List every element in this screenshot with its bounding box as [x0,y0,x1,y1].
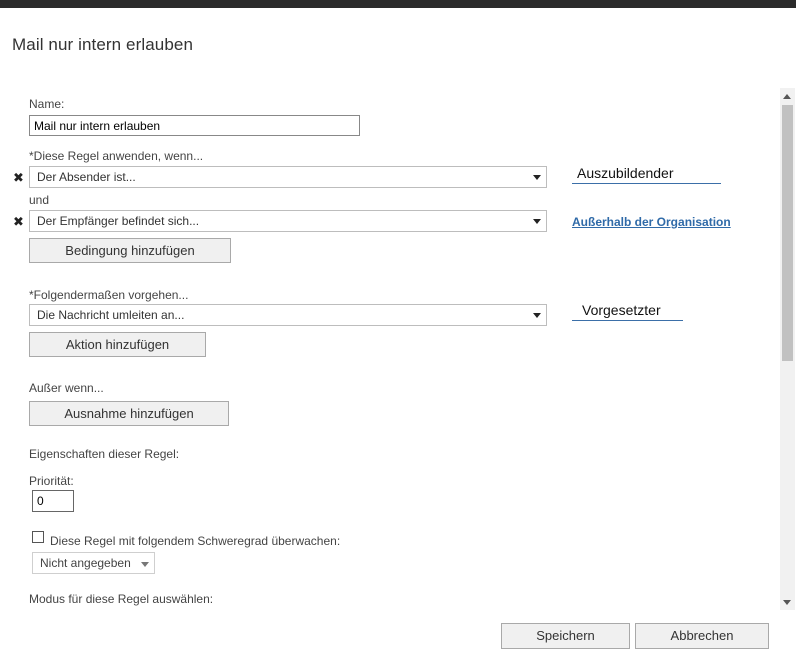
condition-2-value-link[interactable]: Außerhalb der Organisation [572,215,731,229]
conditions-label: *Diese Regel anwenden, wenn... [29,149,204,163]
save-button[interactable]: Speichern [501,623,630,649]
add-exception-button[interactable]: Ausnahme hinzufügen [29,401,229,426]
content-scrollbar[interactable] [780,88,795,610]
add-condition-button[interactable]: Bedingung hinzufügen [29,238,231,263]
condition-2-select-value: Der Empfänger befindet sich... [37,214,200,228]
action-1-select[interactable] [29,304,547,326]
action-1-select-value: Die Nachricht umleiten an... [37,308,185,322]
exceptions-label: Außer wenn... [29,381,104,395]
condition-1-value-underline [572,183,721,184]
condition-1-value-box[interactable] [572,164,721,184]
add-action-button[interactable]: Aktion hinzufügen [29,332,206,357]
priority-label: Priorität: [29,474,74,488]
name-input[interactable] [29,115,360,136]
remove-condition-1-icon[interactable]: ✖ [13,170,24,185]
audit-label: Diese Regel mit folgendem Schweregrad überwachen: [50,534,341,548]
dialog-title: Mail nur intern erlauben [12,35,193,54]
severity-select-value: Nicht angegeben [40,556,131,570]
scroll-down-arrow-icon[interactable] [783,600,791,605]
actions-label: *Folgendermaßen vorgehen... [29,288,189,302]
and-label: und [29,193,50,207]
scroll-thumb[interactable] [782,105,793,361]
properties-label: Eigenschaften dieser Regel: [29,447,180,461]
action-1-value-underline [572,320,683,321]
condition-1-select-value: Der Absender ist... [37,170,136,184]
action-1-value: Vorgesetzter [582,302,661,318]
condition-1-select[interactable] [29,166,547,188]
remove-condition-2-icon[interactable]: ✖ [13,214,24,229]
mode-label: Modus für diese Regel auswählen: [29,592,214,606]
severity-select[interactable] [32,552,155,574]
priority-input[interactable] [32,490,74,512]
chevron-down-icon [533,313,541,318]
chevron-down-icon [141,562,149,567]
scroll-up-arrow-icon[interactable] [783,94,791,99]
audit-checkbox[interactable] [32,531,44,543]
chevron-down-icon [533,175,541,180]
name-label: Name: [29,97,65,111]
window-top-bar [0,0,796,8]
condition-1-value: Auszubildender [577,165,674,181]
action-1-value-box[interactable] [572,301,683,321]
chevron-down-icon [533,219,541,224]
cancel-button[interactable]: Abbrechen [635,623,769,649]
condition-2-select[interactable] [29,210,547,232]
